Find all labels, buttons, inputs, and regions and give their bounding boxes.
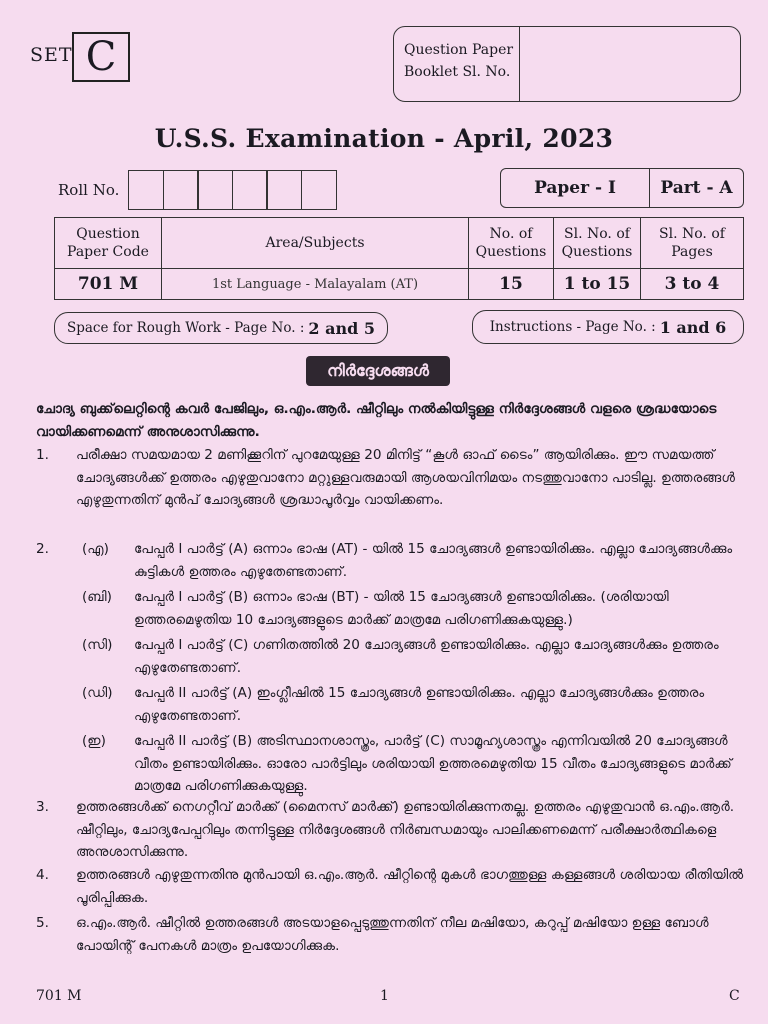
header-cell: Sl. No. of Pages (641, 218, 744, 269)
rough-work-pages: 2 and 5 (308, 318, 375, 338)
table-row (55, 269, 744, 300)
instructions-heading: നിർദ്ദേശങ്ങൾ (306, 356, 450, 386)
set-label: SET (30, 44, 73, 66)
booklet-serial-box (393, 26, 741, 102)
exam-info-table (54, 217, 744, 300)
instruction-item-4 (36, 864, 756, 909)
sub-item-mark: (സി) (82, 637, 113, 653)
header-cell: Area/Subjects (162, 218, 469, 269)
rough-work-box (54, 312, 388, 344)
item-number: 3. (36, 799, 49, 815)
sub-item-text: പേപ്പർ II പാർട്ട് (A) ഇംഗ്ലീഷിൽ 15 ചോദ്യങ്ങൾ ഉണ്ടായിരിക്കും. എല്ലാ ചോദ്യങ്ങൾക്കും ഉത്തരം എഴുതേണ്ടതാണ്. (134, 685, 705, 724)
sub-item (76, 538, 756, 583)
part-label: Part - A (660, 178, 733, 198)
header-cell: No. of Questions (469, 218, 554, 269)
sub-item-mark: (എ) (82, 541, 109, 557)
sub-item-text: പേപ്പർ I പാർട്ട് (A) ഒന്നാം ഭാഷ (AT) - യിൽ 15 ചോദ്യങ്ങൾ ഉണ്ടായിരിക്കും. എല്ലാ ചോദ്യങ്ങൾക്കും കുട്ടികൾ ഉത്തരം എഴുതേണ്ടതാണ്. (134, 541, 733, 580)
item-number: 4. (36, 867, 49, 883)
booklet-serial-label (394, 27, 520, 101)
item-number: 5. (36, 915, 49, 931)
sub-item-text: പേപ്പർ II പാർട്ട് (B) അടിസ്ഥാനശാസ്ത്രം, പാർട്ട് (C) സാമൂഹ്യശാസ്ത്രം എന്നിവയിൽ 20 ചോദ്യങ്ങൾ വീതം ഉണ്ടായിരിക്കും. ഓരോ പാർട്ടിലും ശരിയായി ഉത്തരമെഴുതിയ 15 വീതം ചോദ്യങ്ങളുടെ മാർക്ക് മാത്രമേ പരിഗണിക്കുകയുള്ളു. (134, 733, 732, 794)
subject-cell: 1st Language - Malayalam (AT) (162, 269, 469, 300)
sub-item (76, 634, 756, 679)
sub-item (76, 682, 756, 727)
item-text: ഒ.എം.ആർ. ഷീറ്റിൽ ഉത്തരങ്ങൾ അടയാളപ്പെടുത്തുന്നതിന് നീല മഷിയോ, കറുപ്പ് മഷിയോ ഉള്ള ബോൾ പോയിന്റ് പേനകൾ മാത്രം ഉപയോഗിക്കുക. (76, 915, 709, 954)
booklet-label-line-1: Question Paper (404, 42, 514, 58)
footer-set: C (729, 988, 740, 1004)
paper-part-box (500, 168, 744, 208)
roll-digit-box (197, 170, 233, 210)
instruction-item-1 (36, 444, 756, 512)
footer-page-number: 1 (380, 988, 389, 1004)
instruction-item-5 (36, 912, 756, 957)
paper-label: Paper - I (501, 169, 650, 207)
rough-work-label: Space for Rough Work - Page No. : (66, 320, 305, 336)
exam-title: U.S.S. Examination - April, 2023 (154, 124, 614, 153)
roll-digit-box (232, 170, 268, 210)
sub-item (76, 586, 756, 631)
paper-code-cell: 701 M (55, 269, 162, 300)
table-header-row (55, 218, 744, 269)
roll-digit-box (128, 170, 164, 210)
sub-item-text: പേപ്പർ I പാർട്ട് (C) ഗണിതത്തിൽ 20 ചോദ്യങ്ങൾ ഉണ്ടായിരിക്കും. എല്ലാ ചോദ്യങ്ങൾക്കും ഉത്തരം എഴുതേണ്ടതാണ്. (134, 637, 719, 676)
item-number: 2. (36, 541, 49, 557)
booklet-label-line-2: Booklet Sl. No. (404, 64, 511, 80)
page-range-cell: 3 to 4 (641, 269, 744, 300)
item-number: 1. (36, 447, 49, 463)
instructions-ref-pages: 1 and 6 (659, 317, 727, 337)
item-text: പരീക്ഷാ സമയമായ 2 മണിക്കൂറിന് പുറമേയുള്ള 20 മിനിട്ട് “കൂൾ ഓഫ് ടൈം” ആയിരിക്കും. ഈ സമയത്ത് ചോദ്യങ്ങൾക്ക് ഉത്തരം എഴുതുവാനോ മറ്റുള്ളവരുമായി ആശയവിനിമയം നടത്തുവാനോ പാടില്ല. ഉത്തരങ്ങൾ എഴുതുന്നതിന് മുൻപ് ചോദ്യങ്ങൾ ശ്രദ്ധാപൂർവ്വം വായിക്കണം. (76, 447, 735, 508)
sub-item-mark: (ഇ) (82, 733, 106, 749)
sub-item-mark: (ബി) (82, 589, 112, 605)
booklet-serial-field (520, 27, 740, 101)
roll-digit-box (301, 170, 337, 210)
intro-paragraph: ചോദ്യ ബുക്ക്‌ലെറ്റിന്റെ കവർ പേജിലും, ഒ.എം.ആർ. ഷീറ്റിലും നൽകിയിട്ടുള്ള നിർദ്ദേശങ്ങൾ വളരെ ശ്രദ്ധയോടെ വായിക്കണമെന്ന് അനുശാസിക്കുന്നു. (36, 401, 717, 440)
item-text: ഉത്തരങ്ങൾക്ക് നെഗറ്റീവ് മാർക്ക് (മൈനസ് മാർക്ക്) ഉണ്ടായിരിക്കുന്നതല്ല. ഉത്തരം എഴുതുവാൻ ഒ.എം.ആർ. ഷീറ്റിലും, ചോദ്യപേപ്പറിലും തന്നിട്ടുള്ള നിർദ്ദേശങ്ങൾ നിർബന്ധമായും പാലിക്കണമെന്ന് പരീക്ഷാർത്ഥികളെ അനുശാസിക്കുന്നു. (76, 799, 735, 860)
roll-no-boxes (128, 170, 336, 210)
header-cell: Sl. No. of Questions (554, 218, 641, 269)
sub-item (76, 730, 756, 798)
instructions-ref-label: Instructions - Page No. : (489, 319, 656, 335)
item-body (76, 538, 756, 798)
roll-digit-box (163, 170, 199, 210)
instruction-item-2 (36, 538, 756, 798)
roll-no-label: Roll No. (58, 181, 120, 199)
header-cell: Question Paper Code (55, 218, 162, 269)
question-range-cell: 1 to 15 (554, 269, 641, 300)
set-value-box: C (72, 32, 130, 82)
roll-digit-box (266, 170, 302, 210)
sub-item-text: പേപ്പർ I പാർട്ട് (B) ഒന്നാം ഭാഷ (BT) - യിൽ 15 ചോദ്യങ്ങൾ ഉണ്ടായിരിക്കും. (ശരിയായി ഉത്തരമെഴുതിയ 10 ചോദ്യങ്ങളുടെ മാർക്ക് മാത്രമേ പരിഗണിക്കുകയുള്ളു.) (134, 589, 669, 628)
footer-paper-code: 701 M (36, 988, 82, 1004)
instructions-ref-box (472, 310, 744, 344)
instruction-item-3 (36, 796, 756, 864)
num-questions-cell: 15 (469, 269, 554, 300)
sub-item-mark: (ഡി) (82, 685, 113, 701)
item-text: ഉത്തരങ്ങൾ എഴുതുന്നതിനു മുൻപായി ഒ.എം.ആർ. ഷീറ്റിന്റെ മുകൾ ഭാഗത്തുള്ള കള്ളങ്ങൾ ശരിയായ രീതിയിൽ പൂരിപ്പിക്കുക. (76, 867, 744, 906)
